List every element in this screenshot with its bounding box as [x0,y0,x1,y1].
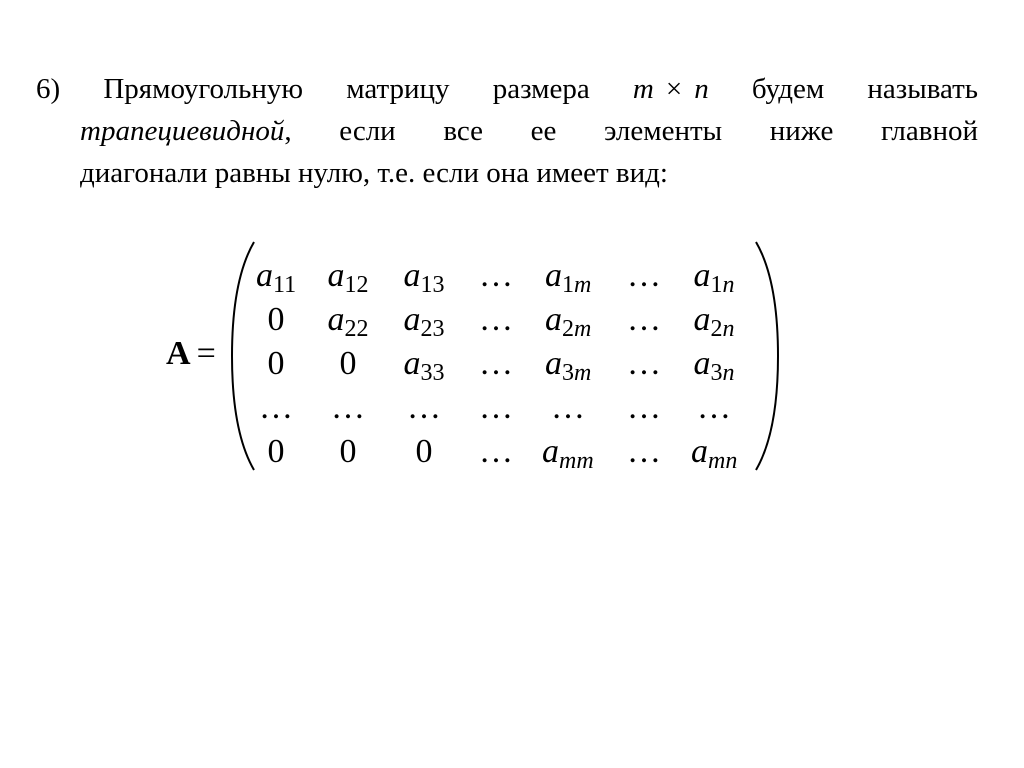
matrix-entry-r2-c2: $a_{22}$ [327,301,369,342]
term-italic: трапециевидной [80,115,285,147]
matrix-entry-r3-c7: $a_{3n}$ [693,345,735,386]
matrix-entry-r4-c4: … [479,389,513,426]
matrix-entry-r5-c2: 0 [339,433,357,470]
matrix-name: A [166,335,191,372]
matrix-entry-r2-c6: … [627,301,661,338]
item-number: 6) [36,73,61,105]
left-parenthesis [228,240,258,472]
matrix-entry-r5-c4: … [479,433,513,470]
right-parenthesis [752,240,782,472]
matrix-entry-r3-c2: 0 [339,345,357,382]
matrix-entry-r1-c3: $a_{13}$ [403,257,445,298]
matrix-entry-r5-c3: 0 [415,433,433,470]
line2-rest: , если все ее элементы ниже главной [284,115,978,147]
matrix-entry-r1-c1: $a_{11}$ [256,257,297,298]
matrix-entry-r4-c2: … [331,389,365,426]
matrix-entry-r3-c1: 0 [267,345,285,382]
matrix-entry-r1-c5: $a_{1m}$ [545,257,592,298]
matrix-entry-r5-c6: … [627,433,661,470]
matrix-entry-r5-c5: $a_{mm}$ [542,433,594,474]
matrix-entry-r3-c6: … [627,345,661,382]
line1-tail: будем называть [751,73,979,105]
matrix-entry-r5-c1: 0 [267,433,285,470]
paragraph [36,68,978,194]
matrix-entry-r2-c4: … [479,301,513,338]
matrix-entry-r1-c6: … [627,257,661,294]
paragraph-line-3 [36,152,978,194]
matrix-entry-r1-c2: $a_{12}$ [327,257,369,298]
matrix-entry-r2-c7: $a_{2n}$ [693,301,735,342]
matrix-entry-r3-c4: … [479,345,513,382]
matrix-entry-r4-c5: … [551,389,585,426]
equals-sign: = [196,335,216,372]
matrix-entry-r4-c6: … [627,389,661,426]
matrix-entry-r2-c1: 0 [267,301,285,338]
matrix-entry-r3-c3: $a_{33}$ [403,345,445,386]
paragraph-line-2 [36,110,978,152]
matrix-lhs [166,334,216,374]
paragraph-line-1 [36,68,978,110]
line1-text: Прямоугольную матрицу размера [103,73,590,105]
line3-text: диагонали равны нулю, т.е. если она имеет вид: [80,157,668,189]
matrix-entry-r1-c7: $a_{1n}$ [693,257,735,298]
matrix-equation [166,236,786,476]
matrix-entry-r4-c3: … [407,389,441,426]
matrix-entry-r4-c1: … [259,389,293,426]
matrix-entry-r3-c5: $a_{3m}$ [545,345,592,386]
matrix-entry-r4-c7: … [697,389,731,426]
matrix-entry-r1-c4: … [479,257,513,294]
matrix-entry-r5-c7: $a_{mn}$ [691,433,738,474]
matrix-entry-r2-c5: $a_{2m}$ [545,301,592,342]
matrix-entry-r2-c3: $a_{23}$ [403,301,445,342]
math-m-times-n: m × n [632,73,709,105]
